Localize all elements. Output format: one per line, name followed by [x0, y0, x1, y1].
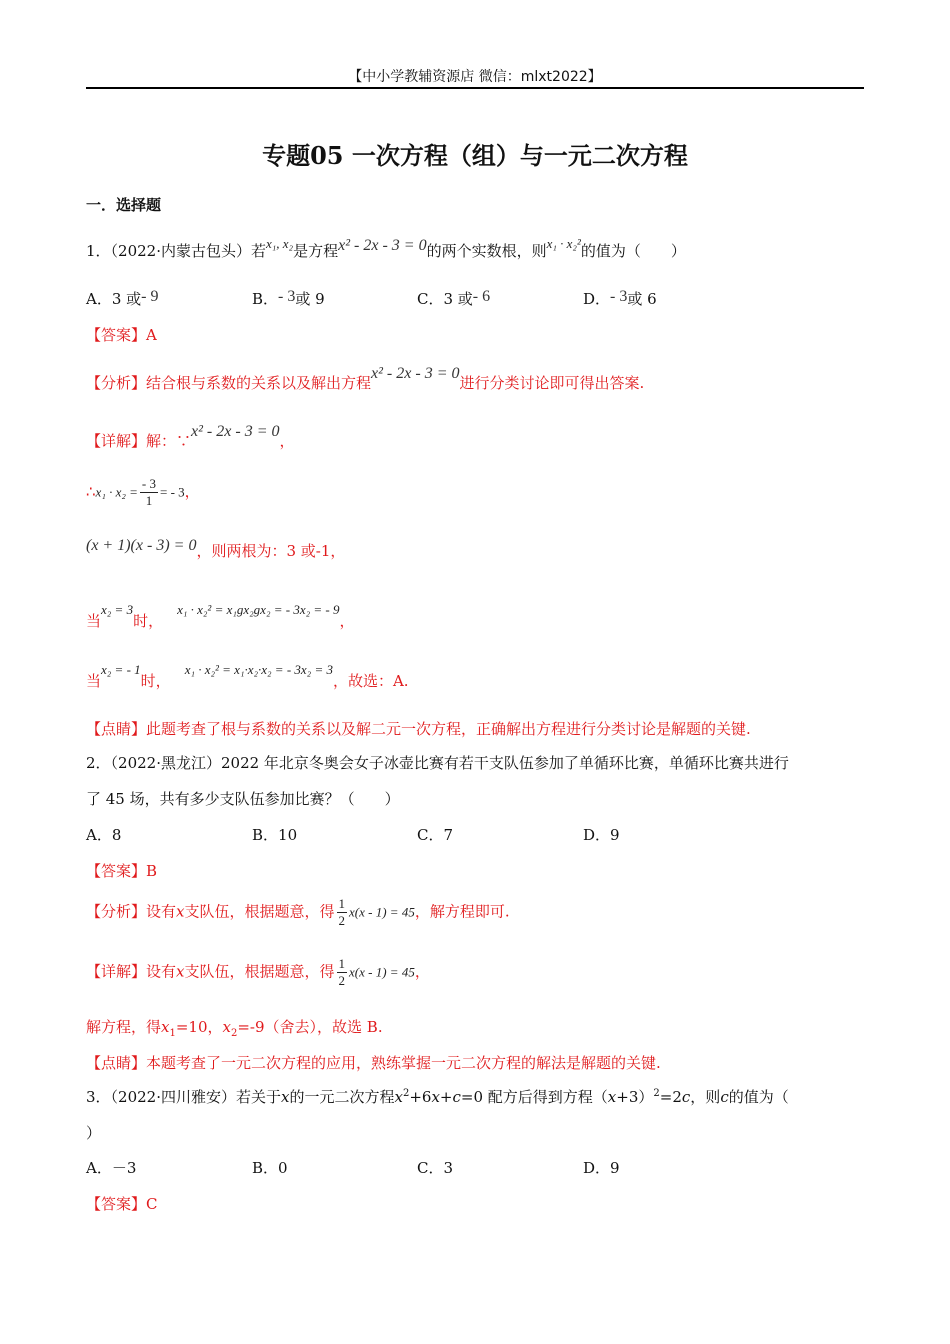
q1-case2-expr: x₁ · x₂² = x₁·x₂·x₂ = - 3x₂ = 3 [184, 662, 333, 677]
q1-option-b-tail: 或 9 [295, 290, 325, 308]
q1-step2-comma: ， [184, 482, 200, 501]
q2-option-b: B．10 [252, 826, 298, 844]
q1-step3-text: ，则两根为：3 或-1， [196, 542, 346, 560]
q2-analysis-eq: x(x - 1) = 45 [349, 904, 415, 920]
q1-option-c-label: C．3 或 [417, 290, 473, 308]
q1-stem-d: 的值为（ ） [580, 242, 686, 260]
q1-expr: x₁ · x₂² [546, 236, 581, 251]
q1-case1-b: 时， [133, 612, 164, 630]
q2-answer-value: B [146, 862, 158, 880]
q2-solve-a: 解方程，得 [86, 1018, 162, 1036]
q2-analysis-var: x [176, 902, 185, 921]
q1-case2-cond: x₂ = - 1 [101, 662, 141, 677]
q2-answer-tag: 【答案】 [86, 862, 147, 880]
q2-analysis-a: 设有 [146, 902, 177, 921]
q2-comment-text: 本题考查了一元二次方程的应用，熟练掌握一元二次方程的解法是解题的关键. [146, 1054, 661, 1072]
q1-option-a [86, 288, 158, 309]
q1-option-b-label: B． [252, 290, 279, 308]
q2-detail-tag: 【详解】 [86, 962, 147, 981]
page-header: 【中小学教辅资源店 微信：mlxt2022】 [348, 69, 602, 85]
q1-stem-a: 1．（2022·内蒙古包头）若 [86, 242, 266, 260]
q1-roots: x₁, x₂ [266, 236, 294, 251]
q2-detail-c: ， [414, 962, 430, 981]
q2-detail-var: x [176, 962, 185, 981]
q1-option-a-label: A．3 或 [86, 290, 142, 308]
q2-detail-frac-num: 1 [338, 956, 346, 971]
q3-eq-sup2: 2 [653, 1088, 660, 1099]
q1-detail [86, 423, 295, 451]
q2-analysis-tag: 【分析】 [86, 902, 147, 921]
q3-eq-c: c [452, 1088, 461, 1106]
q3-stem-a: 3．（2022·四川雅安）若关于 [86, 1088, 281, 1106]
q1-case2-a: 当 [86, 672, 102, 690]
q2-analysis [86, 896, 510, 929]
header-rule [86, 87, 864, 89]
q2-solve-b: =10， [175, 1018, 223, 1036]
q1-answer [86, 324, 157, 345]
q2-solve-x1: x [161, 1018, 170, 1036]
q3-answer-tag: 【答案】 [86, 1195, 147, 1213]
q2-stem-line1: 2．（2022·黑龙江）2022 年北京冬奥会女子冰壶比赛有若干支队伍参加了单循环比赛，单循环比赛共进行 [86, 754, 789, 772]
q3-stem-line2: ） [86, 1124, 102, 1142]
q1-step2-rhs: = - 3 [160, 484, 185, 500]
q2-answer [86, 860, 157, 881]
q1-stem [86, 236, 686, 261]
q1-step2-num: - 3 [141, 476, 156, 491]
q2-detail-eq: x(x - 1) = 45 [349, 964, 415, 980]
q1-option-d-math: - 3 [610, 288, 628, 305]
q3-stem [86, 1086, 789, 1107]
q1-option-d-tail: 或 6 [627, 290, 657, 308]
q1-case1-cond: x₂ = 3 [101, 602, 134, 617]
q1-analysis-b: 进行分类讨论即可得出答案. [459, 374, 645, 392]
q1-case1-c: ， [339, 612, 355, 630]
q1-case1-expr: x₁ · x₂² = x₁gx₂gx₂ = - 3x₂ = - 9 [177, 602, 340, 617]
q3-option-c: C．3 [417, 1159, 454, 1177]
q1-comment-text: 此题考查了根与系数的关系以及解二元一次方程，正确解出方程进行分类讨论是解题的关键. [146, 720, 751, 738]
q1-step3 [86, 537, 346, 561]
q1-equation: x² - 2x - 3 = 0 [338, 237, 427, 254]
q1-step2-prefix: ∴ [86, 482, 96, 501]
q3-option-a: A．－3 [86, 1159, 137, 1177]
q3-answer [86, 1193, 158, 1214]
q3-eq-zero: =0 配方后得到方程（ [460, 1088, 608, 1106]
q1-analysis-tag: 【分析】 [86, 374, 147, 392]
q1-option-d [583, 288, 657, 309]
q2-option-d: D．9 [583, 826, 620, 844]
q3-eq-c3: c [720, 1088, 729, 1106]
q2-detail-b: 支队伍，根据题意，得 [184, 962, 335, 981]
q1-option-d-label: D． [583, 290, 611, 308]
q1-option-b [252, 288, 325, 309]
q2-analysis-c: ，解方程即可. [414, 902, 510, 921]
q1-case1-a: 当 [86, 612, 102, 630]
q3-eq-x3: x [607, 1088, 617, 1106]
q3-eq-then: ，则 [690, 1088, 721, 1106]
q2-detail-frac-den: 2 [338, 973, 346, 988]
q2-option-c: C．7 [417, 826, 454, 844]
q1-analysis-a: 结合根与系数的关系以及解出方程 [146, 374, 372, 392]
q1-case1 [86, 602, 355, 631]
q1-option-c [417, 288, 490, 309]
q1-stem-b: 是方程 [293, 242, 339, 260]
q1-option-b-math: - 3 [278, 288, 296, 305]
q3-eq-sup: 2 [402, 1088, 410, 1099]
q3-eq-c2: c [681, 1088, 691, 1106]
q2-comment [86, 1052, 661, 1073]
q1-option-a-math: - 9 [141, 288, 159, 305]
q3-answer-value: C [146, 1195, 158, 1213]
q2-comment-tag: 【点睛】 [86, 1054, 147, 1072]
q1-detail-tag: 【详解】 [86, 432, 147, 450]
q1-case2-b: 时， [140, 672, 171, 690]
q1-detail-comma: ， [279, 432, 295, 450]
q1-detail-a: 解：∵ [146, 432, 192, 450]
q3-stem-var: x [281, 1088, 290, 1106]
q1-option-c-math: - 6 [472, 288, 491, 305]
q3-eq-plus3: +3） [616, 1088, 654, 1106]
q2-analysis-frac-den: 2 [338, 913, 346, 928]
q1-comment [86, 718, 751, 739]
q1-comment-tag: 【点睛】 [86, 720, 147, 738]
q1-case2-c: ，故选：A. [332, 672, 409, 690]
q1-step3-eq: (x + 1)(x - 3) = 0 [86, 537, 197, 554]
q1-answer-tag: 【答案】 [86, 326, 147, 344]
q2-detail-a: 设有 [146, 962, 177, 981]
q3-eq-6: +6 [409, 1088, 432, 1106]
q2-analysis-frac-num: 1 [338, 896, 346, 911]
q1-case2 [86, 662, 409, 691]
q2-option-a: A．8 [86, 826, 122, 844]
q1-analysis-eq: x² - 2x - 3 = 0 [371, 365, 460, 382]
q3-stem-b: 的一元二次方程 [289, 1088, 395, 1106]
q1-stem-c: 的两个实数根，则 [426, 242, 547, 260]
q2-solve-x2-sub: 2 [230, 1028, 238, 1039]
q3-eq-x2: x [431, 1088, 440, 1106]
q2-analysis-b: 支队伍，根据题意，得 [184, 902, 335, 921]
q3-stem-c: 的值为（ [728, 1088, 789, 1106]
q2-solve-x2: x [222, 1018, 231, 1036]
q1-step2-lhs: x₁ · x₂ = [95, 484, 138, 500]
q2-solve [86, 1016, 383, 1039]
q3-eq-plus: + [439, 1088, 453, 1106]
section-heading: 一．选择题 [86, 196, 162, 214]
q1-detail-eq: x² - 2x - 3 = 0 [191, 423, 280, 440]
q2-stem-line2: 了 45 场，共有多少支队伍参加比赛？（ ） [86, 790, 400, 808]
page-title: 专题05 一次方程（组）与一元二次方程 [262, 141, 688, 170]
q3-option-d: D．9 [583, 1159, 620, 1177]
q1-answer-value: A [146, 326, 157, 344]
q2-solve-c: =-9（舍去），故选 B. [237, 1018, 383, 1036]
q3-eq-2: =2 [659, 1088, 682, 1106]
q1-step2 [86, 476, 200, 509]
q3-option-b: B．0 [252, 1159, 288, 1177]
q1-analysis [86, 365, 645, 393]
q3-eq-x: x [394, 1088, 403, 1106]
q2-solve-x1-sub: 1 [169, 1028, 176, 1039]
q1-step2-den: 1 [145, 493, 153, 508]
q2-detail [86, 956, 430, 989]
